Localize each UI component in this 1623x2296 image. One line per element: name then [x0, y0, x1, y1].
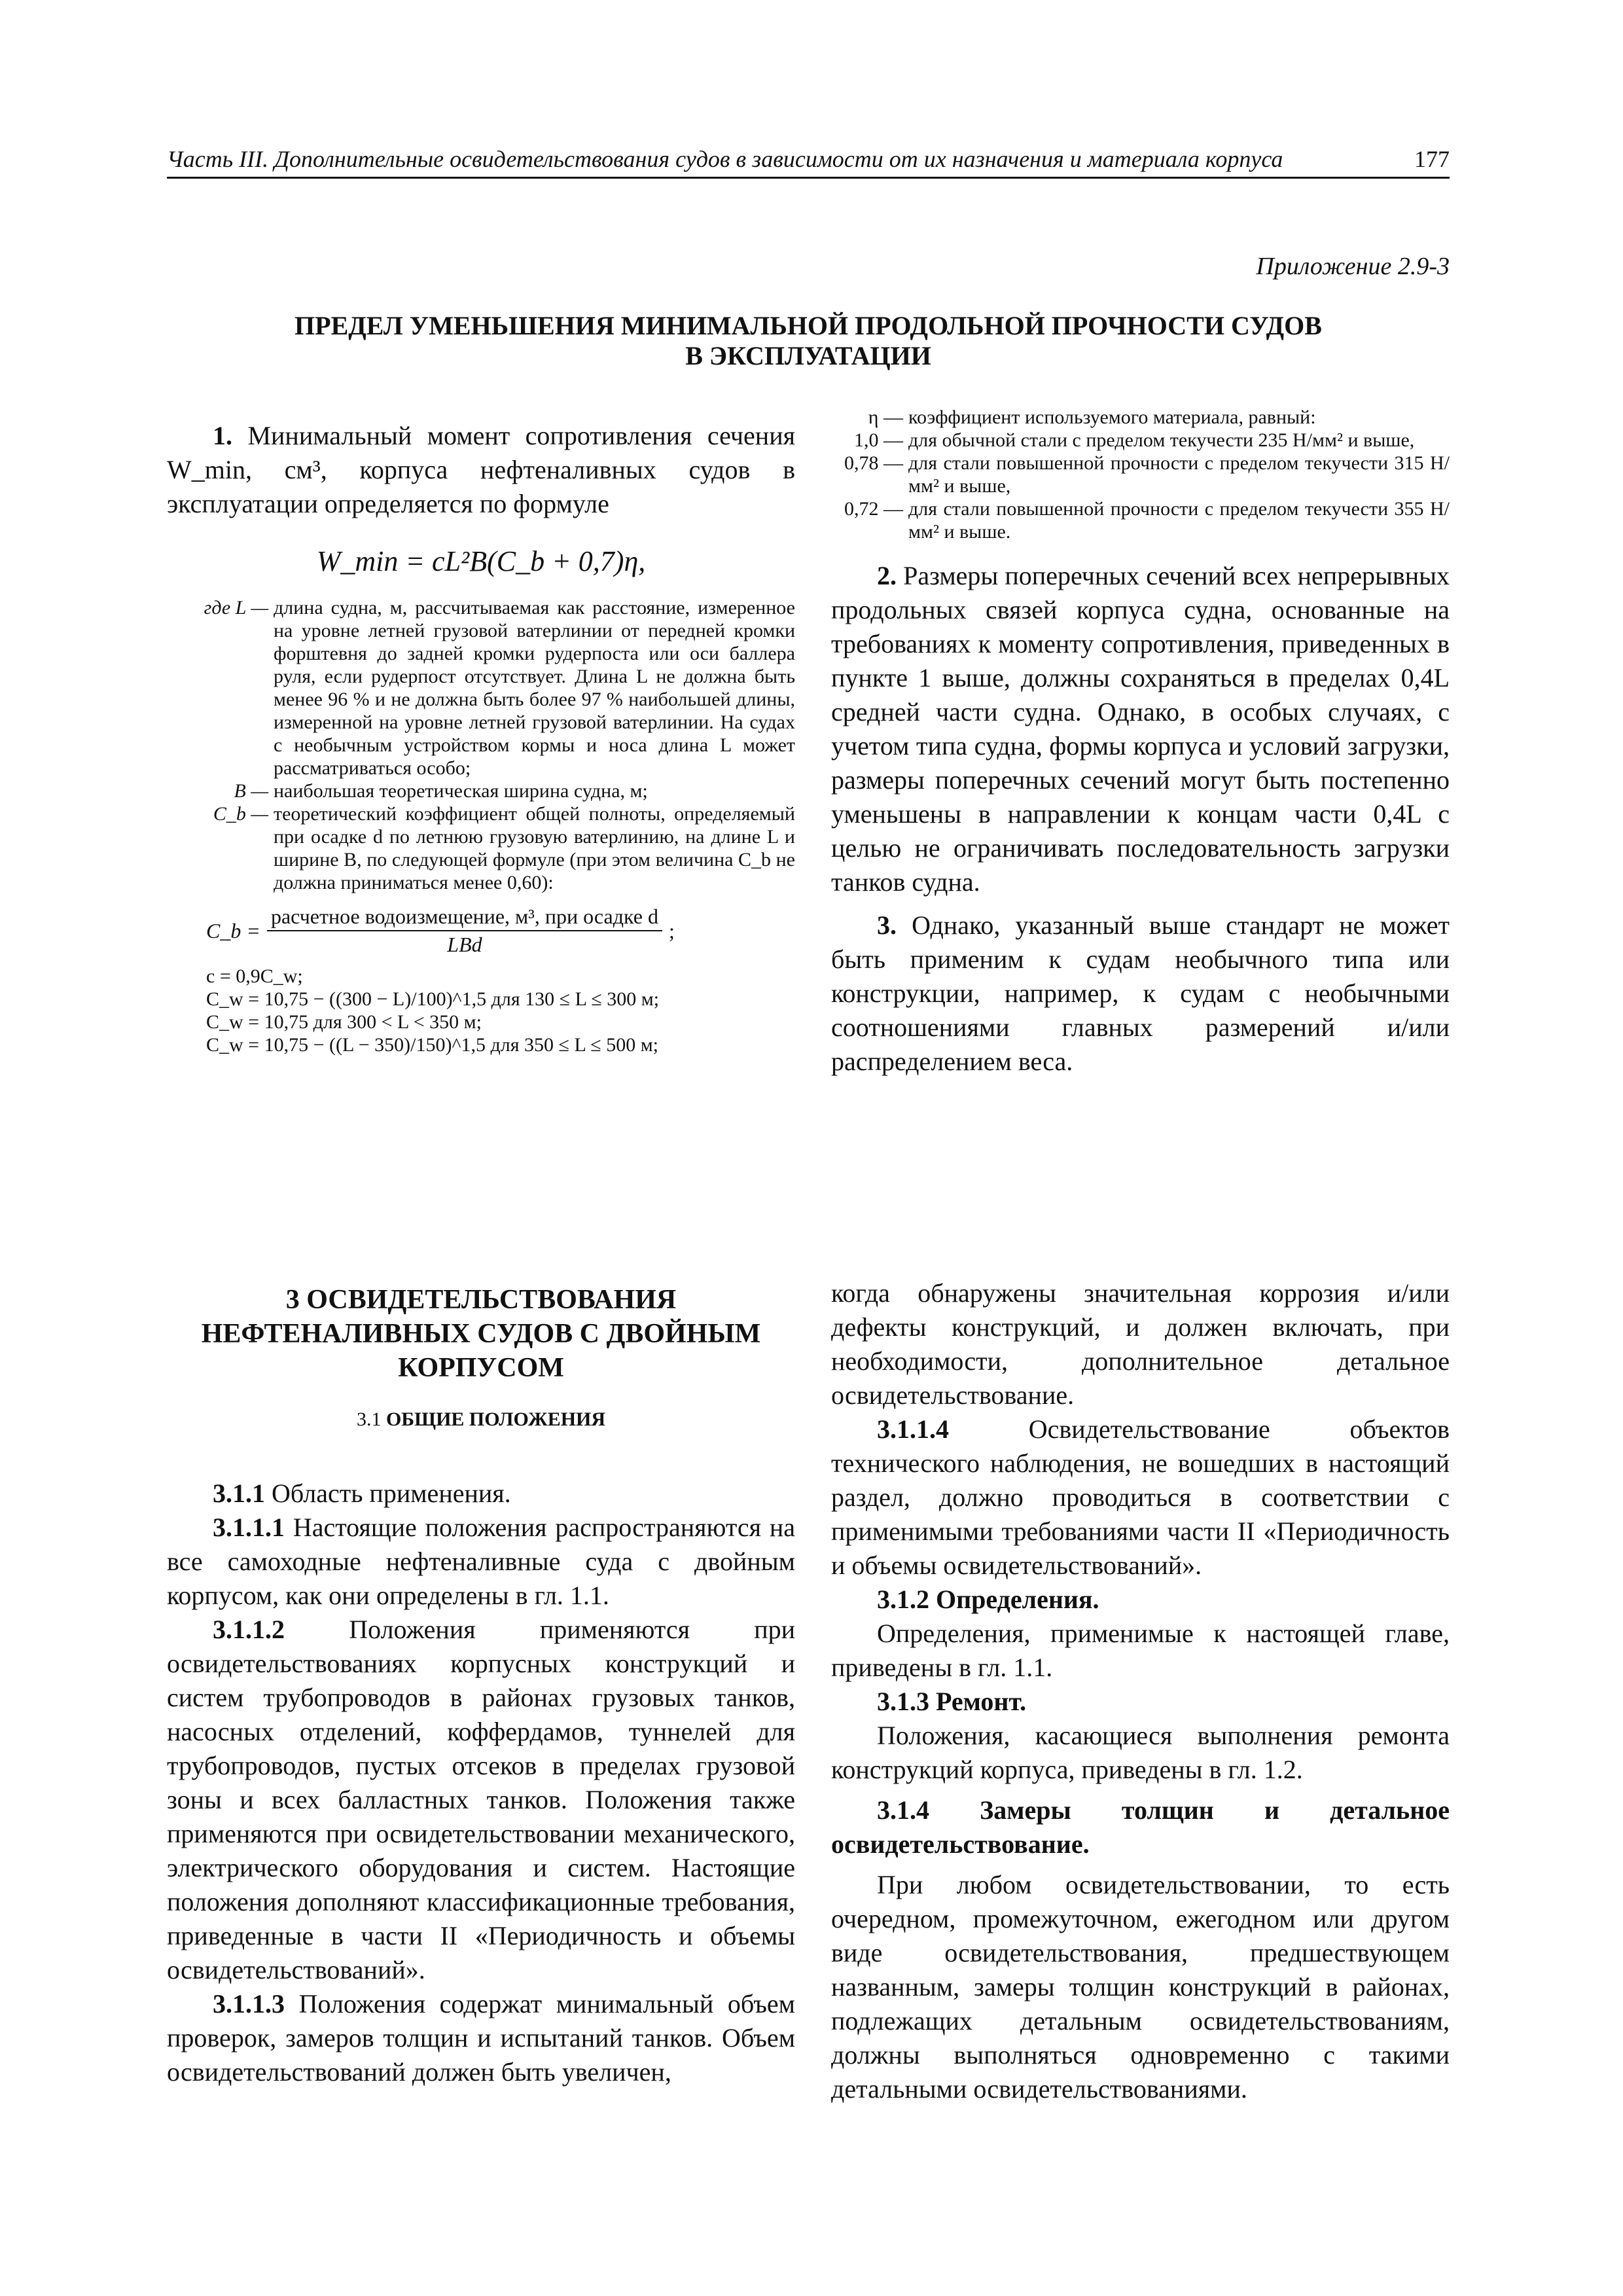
cw-formulas	[206, 965, 795, 1056]
cb-numerator: расчетное водоизмещение, м³, при осадке d	[267, 905, 662, 931]
definition-row	[831, 406, 1450, 429]
title-line-1: ПРЕДЕЛ УМЕНЬШЕНИЯ МИНИМАЛЬНОЙ ПРОДОЛЬНОЙ ПРОЧНОСТИ СУДОВ	[294, 311, 1322, 340]
definition-symbol: 0,78 —	[844, 452, 903, 474]
definition-row	[831, 429, 1450, 452]
clause	[831, 1685, 1450, 1719]
clause	[831, 1793, 1450, 1861]
subsection-number: 3.1	[356, 1408, 382, 1430]
section-title-line: 3 ОСВИДЕТЕЛЬСТВОВАНИЯ	[285, 1285, 677, 1315]
clause	[831, 1412, 1450, 1583]
paragraph-1	[167, 419, 795, 521]
clause	[831, 1617, 1450, 1685]
clause-number: 3.1.1.2	[213, 1615, 285, 1644]
clause-text: Определения.	[936, 1585, 1099, 1614]
definition-symbol: B —	[234, 780, 268, 802]
continued-text: когда обнаружены значительная коррозия и/или дефекты конструкций, и должен включать, при необходимости, дополнительное детальное освидетельствование.	[831, 1278, 1450, 1410]
clause	[831, 1719, 1450, 1787]
subsection-label: ОБЩИЕ ПОЛОЖЕНИЯ	[385, 1408, 606, 1430]
cb-denominator: LBd	[447, 933, 482, 956]
definition-symbol: 1,0 —	[854, 429, 903, 451]
document-title	[167, 311, 1450, 371]
definition-text: наибольшая теоретическая ширина судна, м;	[274, 780, 648, 802]
definition-text: коэффициент используемого материала, равный:	[908, 406, 1316, 428]
clause-number: 3.1.3	[877, 1687, 929, 1716]
header-rule	[167, 177, 1450, 179]
definition-row	[167, 780, 795, 802]
definition-row	[831, 497, 1450, 543]
cb-formula	[206, 905, 795, 957]
clause-text: Настоящие положения распространяются на все самоходные нефтеналивные суда с двойным корпусом, как они определены в гл. 1.1.	[167, 1513, 795, 1610]
definition-row	[831, 452, 1450, 497]
cb-end: ;	[668, 918, 675, 942]
running-title: Часть III. Дополнительные освидетельствования судов в зависимости от их назначения и материала корпуса	[167, 146, 1283, 172]
cb-fraction	[267, 905, 662, 957]
clause	[167, 1511, 795, 1613]
clause	[831, 1583, 1450, 1617]
section-title-line: НЕФТЕНАЛИВНЫХ СУДОВ С ДВОЙНЫМ	[201, 1319, 761, 1349]
clause-number: 3.1.1.4	[877, 1414, 949, 1444]
clause-text: Ремонт.	[936, 1687, 1027, 1716]
clause-number: 3.1.1	[213, 1479, 265, 1508]
clause-text: Область применения.	[272, 1479, 511, 1508]
formula-line: c = 0,9C_w;	[206, 965, 303, 987]
formula-line: C_w = 10,75 − ((L − 350)/150)^1,5 для 350 ≤ L ≤ 500 м;	[206, 1034, 659, 1056]
paragraph-3	[831, 908, 1450, 1079]
definition-row	[167, 802, 795, 894]
left-column-top	[167, 419, 795, 1056]
clause-text: Замеры толщин и детальное освидетельствование.	[831, 1795, 1450, 1859]
right-column-top	[831, 406, 1450, 1079]
formula-line: C_w = 10,75 для 300 < L < 350 м;	[206, 1011, 482, 1033]
running-header	[167, 145, 1450, 173]
definition-text: для стали повышенной прочности с пределом текучести 315 Н/мм² и выше,	[908, 452, 1450, 497]
definition-symbol: C_b —	[213, 803, 268, 825]
definition-text: теоретический коэффициент общей полноты, определяемый при осадке d по летнюю грузовую ватерлинию, на длине L и ширине B, по следующей формуле (при этом величина C_b не должна приниматься менее 0,60):	[274, 803, 795, 893]
appendix-label: Приложение 2.9-3	[1256, 253, 1450, 280]
clause	[167, 1477, 795, 1511]
section-title	[167, 1283, 795, 1385]
clause-number: 3.1.1.1	[213, 1513, 285, 1542]
section-title-line: КОРПУСОМ	[398, 1353, 564, 1383]
clause-text: Положения, касающиеся выполнения ремонта конструкций корпуса, приведены в гл. 1.2.	[831, 1721, 1450, 1784]
section-3-right	[831, 1276, 1450, 2106]
paragraph-2	[831, 559, 1450, 899]
paragraph-number: 2.	[877, 561, 897, 590]
definition-symbol: 0,72 —	[844, 498, 903, 520]
clause-number: 3.1.2	[877, 1585, 929, 1614]
eta-definitions	[831, 406, 1450, 543]
clause-text: Освидетельствование объектов технического наблюдения, не вошедших в настоящий раздел, должно проводиться в соответствии с применимыми требованиями части II «Периодичность и объемы освидетельствований».	[831, 1414, 1450, 1580]
paragraph-text: Однако, указанный выше стандарт не может быть применим к судам необычного типа или конструкции, например, к судам с необычными соотношениями главных размерений и/или распределением веса.	[831, 910, 1450, 1076]
paragraph-text: Размеры поперечных сечений всех непрерывных продольных связей корпуса судна, основанные на требованиях к моменту сопротивления, приведенных в пункте 1 выше, должны сохраняться в пределах 0,4L средней части судна. Однако, в особых случаях, с учетом типа судна, формы корпуса и условий загрузки, размеры поперечных сечений могут быть постепенно уменьшены в направлении к концам части 0,4L с целью не ограничивать последовательность загрузки танков судна.	[831, 561, 1450, 897]
definition-symbol: где L —	[204, 597, 268, 619]
wmin-formula: W_min = cL²B(C_b + 0,7)η,	[316, 545, 646, 577]
clause-text: Положения применяются при освидетельствованиях корпусных конструкций и систем трубопроводов в районах грузовых танков, насосных отделений, коффердамов, туннелей для трубопроводов, пустых отсеков в пределах грузовой зоны и всех балластных танков. Положения также применяются при освидетельствовании механического, электрического оборудования и систем. Настоящие положения дополняют классификационные требования, приведенные в части II «Периодичность и объемы освидетельствований».	[167, 1615, 796, 1984]
clause-text: Определения, применимые к настоящей главе, приведены в гл. 1.1.	[831, 1619, 1450, 1682]
clause	[831, 1868, 1450, 2106]
cb-lhs: C_b =	[206, 918, 260, 942]
section-3-left-body	[167, 1477, 795, 2089]
formula-line: C_w = 10,75 − ((300 − L)/100)^1,5 для 130 ≤ L ≤ 300 м;	[206, 988, 660, 1010]
definition-symbol: η —	[868, 406, 903, 428]
paragraph-number: 3.	[877, 910, 897, 940]
paragraph-text: Минимальный момент сопротивления сечения W_min, см³, корпуса нефтеналивных судов в эксплуатации определяется по формуле	[167, 421, 795, 518]
section-3-left	[167, 1283, 795, 2089]
definition-text: длина судна, м, рассчитываемая как расстояние, измеренное на уровне летней грузовой ватерлинии от передней кромки форштевня до задней кромки рудерпоста или оси баллера руля, если рудерпост отсутствует. Длина L не должна быть менее 96 % и не должна быть более 97 % наибольшей длины, измеренной на уровне летней грузовой ватерлинии. На судах с необычным устройством кормы и носа длина L может рассматриваться особо;	[274, 597, 795, 779]
page-number: 177	[1414, 146, 1450, 172]
clause-text: При любом освидетельствовании, то есть очередном, промежуточном, ежегодном или другом виде освидетельствования, предшествующем названным, замеры толщин конструкций в районах, подлежащих детальным освидетельствованиям, должны выполняться одновременно с такими детальными освидетельствованиями.	[831, 1870, 1450, 2104]
clause-text: Положения содержат минимальный объем проверок, замеров толщин и испытаний танков. Объем освидетельствований должен быть увеличен,	[167, 1989, 795, 2087]
clause-number: 3.1.4	[877, 1795, 929, 1825]
definition-row	[167, 596, 795, 780]
clause	[167, 1987, 795, 2089]
definition-text: для обычной стали с пределом текучести 235 Н/мм² и выше,	[908, 429, 1415, 451]
definition-list	[167, 596, 795, 894]
clause-number: 3.1.1.3	[213, 1989, 285, 2018]
subsection-title	[167, 1408, 795, 1431]
clause	[167, 1613, 795, 1987]
paragraph-number: 1.	[213, 421, 232, 450]
definition-text: для стали повышенной прочности с пределом текучести 355 Н/мм² и выше.	[908, 498, 1450, 543]
title-line-2: В ЭКСПЛУАТАЦИИ	[685, 341, 931, 370]
